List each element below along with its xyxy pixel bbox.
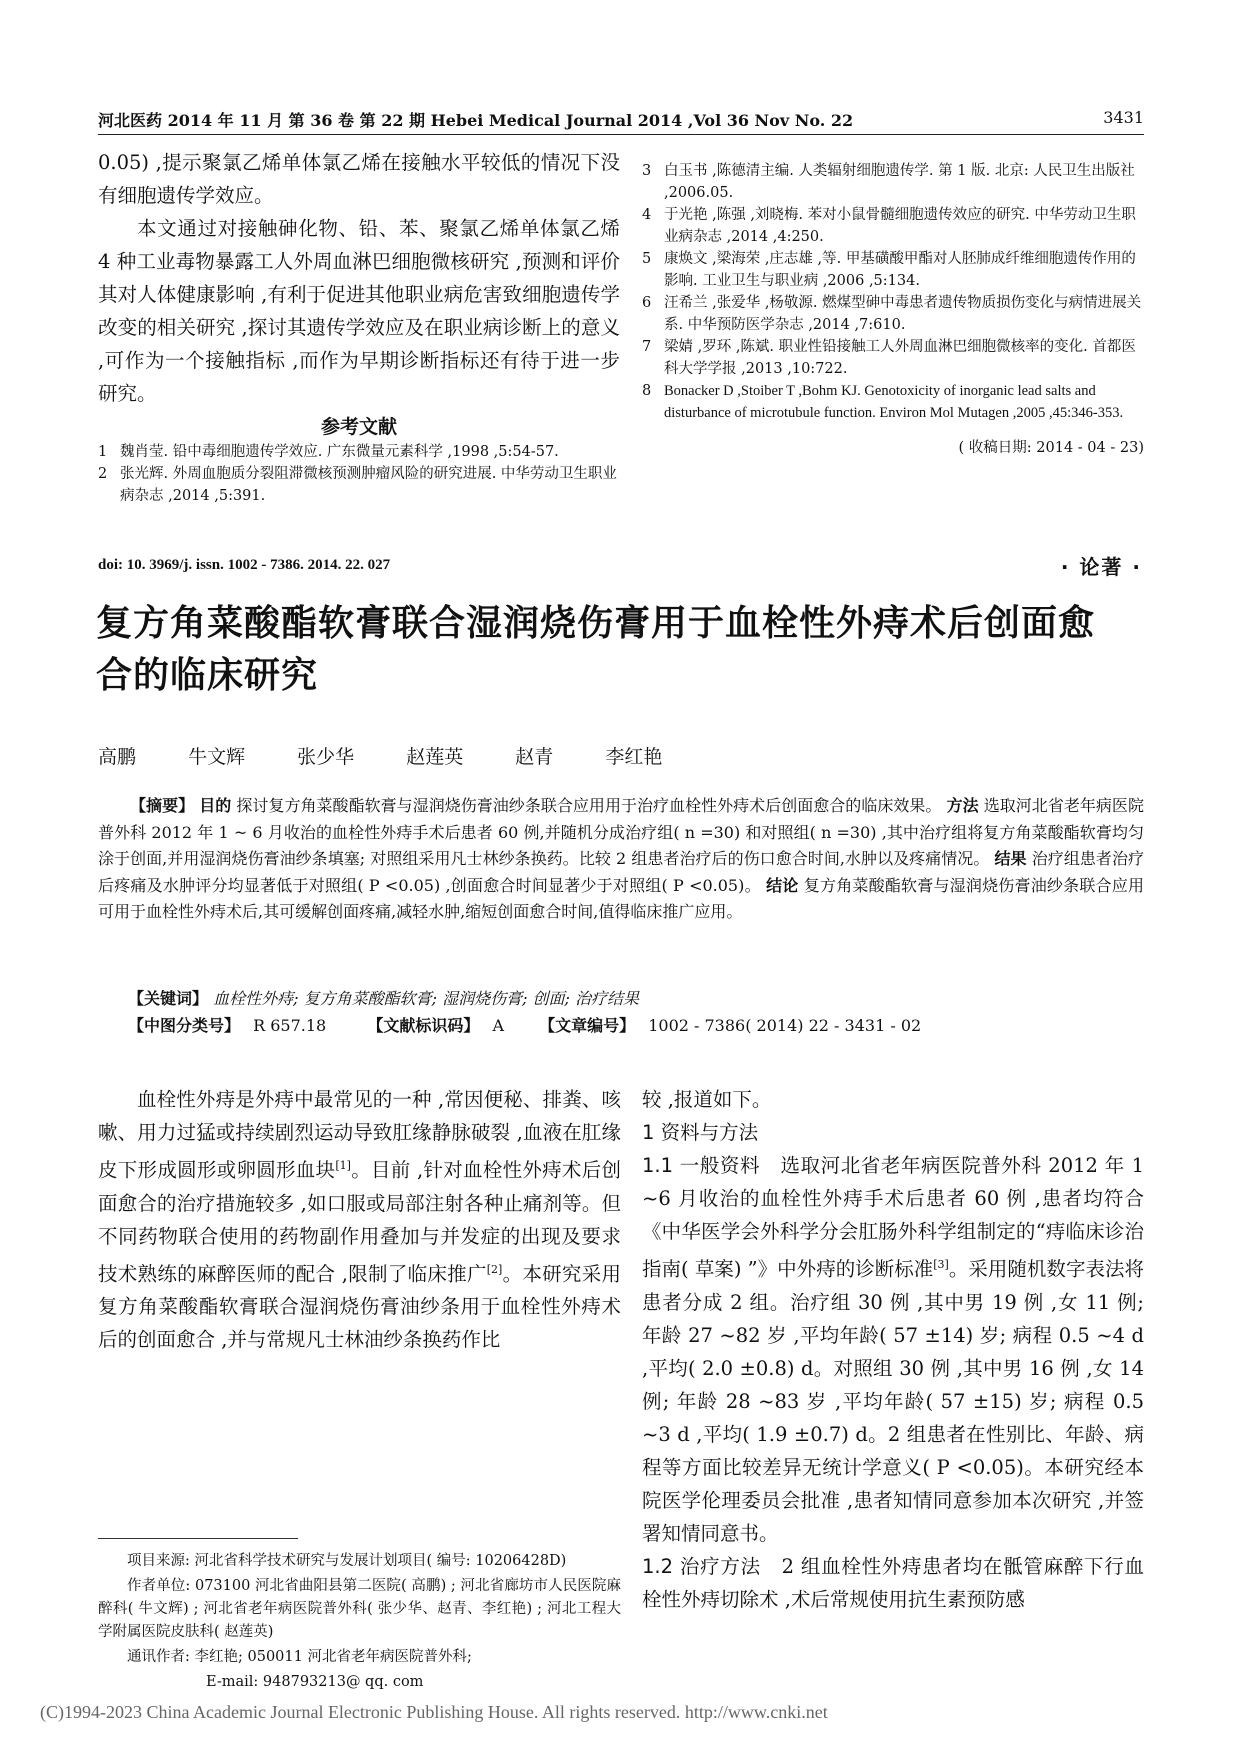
citation: [2] [486, 1262, 503, 1276]
previous-article-right-column [642, 160, 1144, 457]
subsection-heading: 1.1 一般资料 [642, 1154, 761, 1177]
conclusion-label: 结论 [766, 875, 799, 895]
section-tag: · 论著 · [1060, 555, 1142, 579]
previous-article-paragraph: 本文通过对接触砷化物、铅、苯、聚氯乙烯单体氯乙烯 4 种工业毒物暴露工人外周血淋巴细胞微核研究 ,预测和评价其对人体健康影响 ,有利于促进其他职业病危害致细胞遗传学改变的相关研究 ,探讨其遗传学效应及在职业病诊断上的意义 ,可作为一个接触指标 ,而作为早期诊断指标还有待于进一步研究。 [98, 217, 620, 405]
article-no-value: 1002 - 7386( 2014) 22 - 3431 - 02 [648, 1016, 922, 1035]
author: 赵青 [515, 746, 554, 768]
reference-list [98, 441, 620, 507]
references-heading: 参考文献 [320, 416, 397, 438]
intro-paragraph: 血栓性外痔是外痔中最常见的一种 ,常因便秘、排粪、咳嗽、用力过猛或持续剧烈运动导致肛缘静脉破裂 ,血液在肛缘皮下形成圆形或卵圆形血块[1]。目前 ,针对血栓性外痔术后创面愈合的治疗措施较多 ,如口服或局部注射各种止痛剂等。但不同药物联合使用的药物副作用叠加与并发症的出现及要求技术熟练的麻醉医师的配合 ,限制了临床推广[2]。本研究采用复方角菜酸酯软膏联合湿润烧伤膏油纱条用于血栓性外痔术后的创面愈合 ,并与常规凡士林油纱条换药作比 [98, 1088, 621, 1351]
received-date: ( 收稿日期: 2014 - 04 - 23) [958, 440, 1144, 456]
footnote-affiliations: 作者单位: 073100 河北省曲阳县第二医院( 高鹏) ; 河北省廊坊市人民医院麻醉科( 牛文辉) ; 河北省老年病医院普外科( 张少华、赵青、李红艳) ; 河北工程大学附属医院皮肤科( 赵莲英) [98, 1578, 621, 1640]
reference-item: 6 汪希兰 ,张爱华 ,杨敬源. 燃煤型砷中毒患者遗传物质损伤变化与病情进展关系. 中华预防医学杂志 ,2014 ,7:610. [642, 295, 1142, 333]
article-title: 复方角菜酸酯软膏联合湿润烧伤膏用于血栓性外痔术后创面愈合的临床研究 [96, 603, 1096, 696]
objective-label: 目的 [199, 796, 232, 815]
author: 赵莲英 [406, 746, 464, 768]
reference-item: 5 康焕文 ,梁海荣 ,庄志雄 ,等. 甲基磺酸甲酯对人胚肺成纤维细胞遗传作用的影响. 工业卫生与职业病 ,2006 ,5:134. [642, 251, 1136, 289]
author: 李红艳 [605, 746, 663, 768]
body-paragraph: 1.1 一般资料 选取河北省老年病医院普外科 2012 年 1 ~6 月收治的血栓性外痔手术后患者 60 例 ,患者均符合《中华医学会外科学分会肛肠外科学组制定的“痔临床诊治指南( 草案) ”》中外痔的诊断标准[3]。采用随机数字表法将患者分成 2 组。治疗组 30 例 ,其中男 19 例 ,女 11 例; 年龄 27 ~82 岁 ,平均年龄( 57 ±14) 岁; 病程 0.5 ~4 d ,平均( 2.0 ±0.8) d。对照组 30 例 ,其中男 16 例 ,女 14 例; 年龄 28 ~83 岁 ,平均年龄( 57 ±15) 岁; 病程 0.5 ~3 d ,平均( 1.9 ±0.7) d。2 组患者在性别比、年龄、病程等方面比较差异无统计学意义( P <0.05)。本研究经本院医学伦理委员会批准 ,患者知情同意参加本次研究 ,并签署知情同意书。 [642, 1154, 1144, 1545]
reference-item: 2 张光辉. 外周血胞质分裂阻滞微核预测肿瘤风险的研究进展. 中华劳动卫生职业病杂志 ,2014 ,5:391. [98, 466, 617, 504]
section-heading: 1 资料与方法 [642, 1121, 759, 1144]
footnote-funding: 项目来源: 河北省科学技术研究与发展计划项目( 编号: 10206428D) [127, 1553, 567, 1569]
reference-item: 4 于光艳 ,陈强 ,刘晓梅. 苯对小鼠骨髓细胞遗传效应的研究. 中华劳动卫生职业病杂志 ,2014 ,4:250. [642, 207, 1136, 245]
author: 高鹏 [98, 746, 137, 768]
classification-line [128, 1013, 929, 1036]
doc-code-value: A [492, 1016, 504, 1035]
body-paragraph: 较 ,报道如下。 [642, 1088, 772, 1111]
copyright-footer: (C)1994-2023 China Academic Journal Electronic Publishing House. All rights reserved. http://www.cnki.net [40, 1702, 828, 1722]
reference-list [642, 160, 1144, 424]
author: 张少华 [297, 746, 355, 768]
author: 牛文辉 [188, 746, 246, 768]
doi: doi: 10. 3969/j. issn. 1002 - 7386. 2014. 22. 027 [98, 557, 391, 573]
footnotes [98, 1550, 621, 1696]
body-left-column [98, 1083, 621, 1356]
objective-text: 探讨复方角菜酸酯软膏与湿润烧伤膏油纱条联合应用用于治疗血栓性外痔术后创面愈合的临床效果。 [236, 796, 942, 815]
citation: [1] [335, 1159, 351, 1172]
citation: [3] [933, 1258, 949, 1271]
footnote-email: E-mail: 948793213@ qq. com [206, 1674, 424, 1690]
abstract [98, 793, 1144, 926]
previous-article-left-column [98, 146, 620, 507]
results-text: 治疗组患者治疗后疼痛及水肿评分均显著低于对照组( P <0.05) ,创面愈合时间显著少于对照组( P <0.05)。 [98, 849, 1144, 895]
body-paragraph: 1.2 治疗方法 2 组血栓性外痔患者均在骶管麻醉下行血栓性外痔切除术 ,术后常规使用抗生素预防感 [642, 1554, 1144, 1611]
article-no-label: 【文章编号】 [539, 1016, 636, 1035]
subsection-heading: 1.2 治疗方法 [642, 1554, 761, 1578]
author-list [98, 742, 690, 769]
body-right-column [642, 1083, 1144, 1616]
previous-article-paragraph: 0.05) ,提示聚氯乙烯单体氯乙烯在接触水平较低的情况下没有细胞遗传学效应。 [98, 151, 620, 207]
footnote-divider [98, 1538, 298, 1539]
page-number: 3431 [1103, 108, 1144, 127]
clc-value: R 657.18 [253, 1016, 327, 1035]
running-header [98, 104, 1144, 135]
methods-text: 选取河北省老年病医院普外科 2012 年 1 ~ 6 月收治的血栓性外痔手术后患者 60 例,并随机分成治疗组( n =30) 和对照组( n =30) ,其中治疗组将复方角菜酸酯软膏均匀涂于创面,并用湿润烧伤膏油纱条填塞; 对照组采用凡士林纱条换药。比较 2 组患者治疗后的伤口愈合时间,水肿以及疼痛情况。 [98, 796, 1144, 868]
abstract-label: 【摘要】 [130, 796, 195, 815]
doc-code-label: 【文献标识码】 [367, 1016, 480, 1035]
keywords-text: 血栓性外痔; 复方角菜酸酯软膏; 湿润烧伤膏; 创面; 治疗结果 [213, 989, 640, 1008]
reference-item: 8 Bonacker D ,Stoiber T ,Bohm KJ. Genotoxicity of inorganic lead salts and disturbance of microtubule function. Environ Mol Mutagen ,2005 ,45:346-353. [642, 383, 1124, 421]
methods-label: 方法 [946, 796, 979, 815]
keywords [128, 986, 639, 1009]
reference-item: 3 白玉书 ,陈德清主编. 人类辐射细胞遗传学. 第 1 版. 北京: 人民卫生出版社 ,2006.05. [642, 163, 1135, 201]
conclusion-text: 复方角菜酸酯软膏与湿润烧伤膏油纱条联合应用可用于血栓性外痔术后,其可缓解创面疼痛,减轻水肿,缩短创面愈合时间,值得临床推广应用。 [98, 875, 1144, 921]
results-label: 结果 [994, 849, 1027, 868]
reference-item: 1 魏肖莹. 铅中毒细胞遗传学效应. 广东微量元素科学 ,1998 ,5:54-57. [98, 444, 559, 460]
keywords-label: 【关键词】 [128, 989, 209, 1008]
footnote-corresponding: 通讯作者: 李红艳; 050011 河北省老年病医院普外科; [127, 1649, 472, 1665]
journal-info: 河北医药 2014 年 11 月 第 36 卷 第 22 期 Hebei Medical Journal 2014 ,Vol 36 Nov No. 22 [98, 111, 854, 130]
reference-item: 7 梁婧 ,罗环 ,陈斌. 职业性铅接触工人外周血淋巴细胞微核率的变化. 首都医科大学学报 ,2013 ,10:722. [642, 339, 1136, 377]
clc-label: 【中图分类号】 [128, 1016, 241, 1035]
